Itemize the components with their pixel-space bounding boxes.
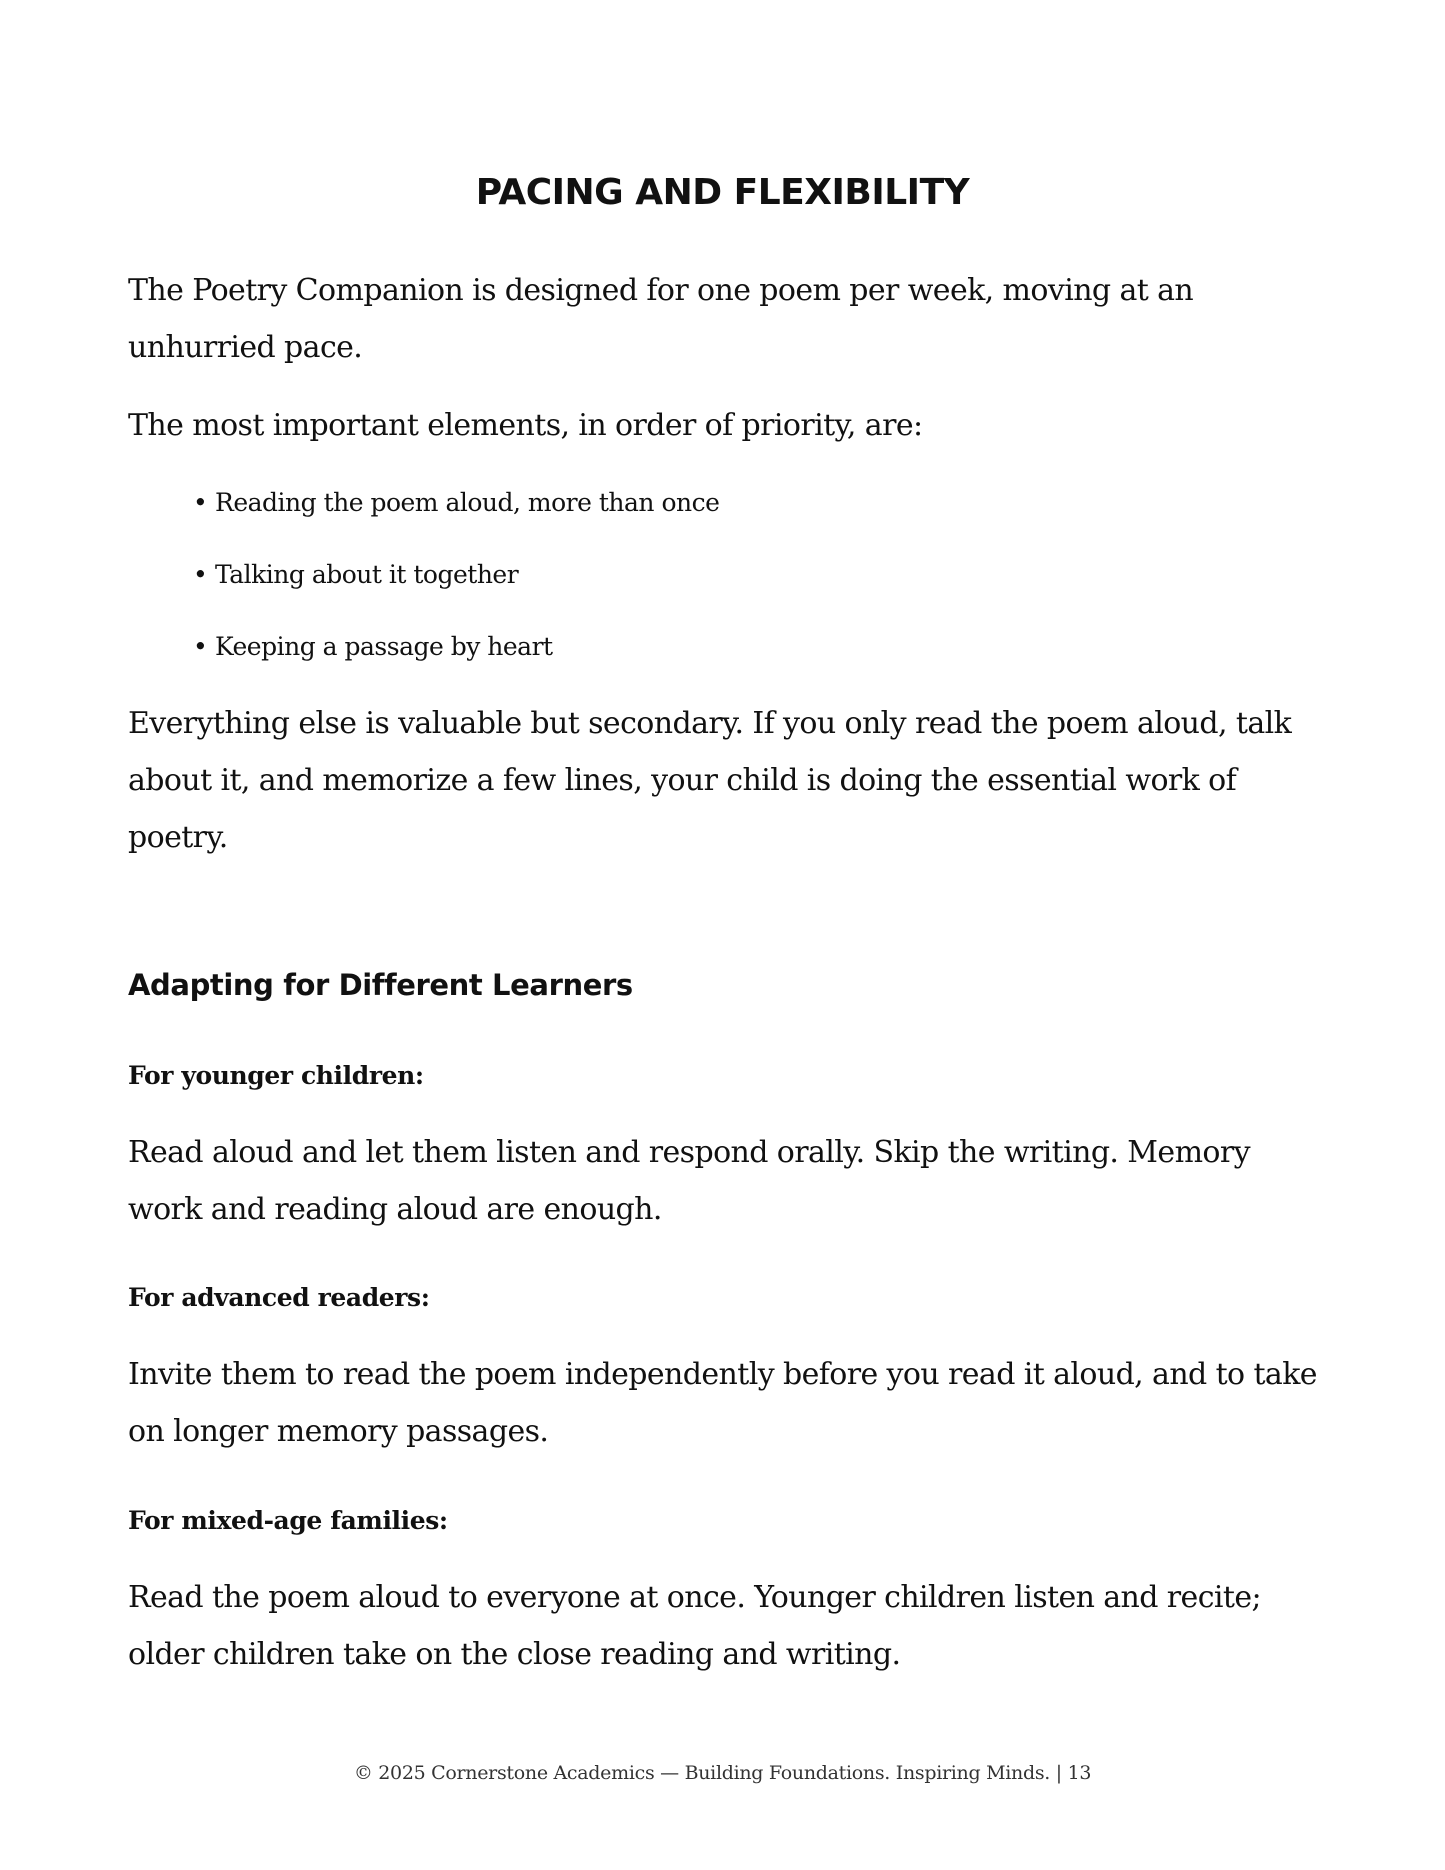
page-title: PACING AND FLEXIBILITY — [475, 172, 970, 213]
list-item-text: Keeping a passage by heart — [215, 632, 553, 661]
intro-paragraph: The Poetry Companion is designed for one poem per week, moving at an unhurried pace. — [128, 273, 1194, 365]
mixed-age-text: Read the poem aloud to everyone at once. Younger children listen and recite; older children take on the close reading and writing. — [128, 1580, 1262, 1672]
younger-children-text: Read aloud and let them listen and respond orally. Skip the writing. Memory work and reading aloud are enough. — [128, 1135, 1250, 1227]
list-item — [193, 555, 719, 627]
page-footer: © 2025 Cornerstone Academics — Building Foundations. Inspiring Minds. | 13 — [353, 1762, 1092, 1784]
list-item — [193, 627, 719, 699]
priority-lead: The most important elements, in order of priority, are: — [128, 408, 923, 443]
advanced-readers-text: Invite them to read the poem independently before you read it aloud, and to take on longer memory passages. — [128, 1357, 1317, 1449]
younger-children-heading: For younger children: — [128, 1061, 424, 1090]
bullet-icon: • — [193, 560, 208, 589]
list-item-text: Talking about it together — [215, 560, 519, 589]
list-item-text: Reading the poem aloud, more than once — [215, 488, 720, 517]
section-heading: Adapting for Different Learners — [128, 968, 633, 1002]
mixed-age-heading: For mixed-age families: — [128, 1506, 448, 1535]
advanced-readers-heading: For advanced readers: — [128, 1283, 430, 1312]
bullet-icon: • — [193, 488, 208, 517]
bullet-icon: • — [193, 632, 208, 661]
list-item — [193, 483, 719, 555]
priority-list — [193, 483, 719, 699]
secondary-paragraph: Everything else is valuable but secondary. If you only read the poem aloud, talk about it, and memorize a few lines, your child is doing the essential work of poetry. — [128, 706, 1292, 855]
